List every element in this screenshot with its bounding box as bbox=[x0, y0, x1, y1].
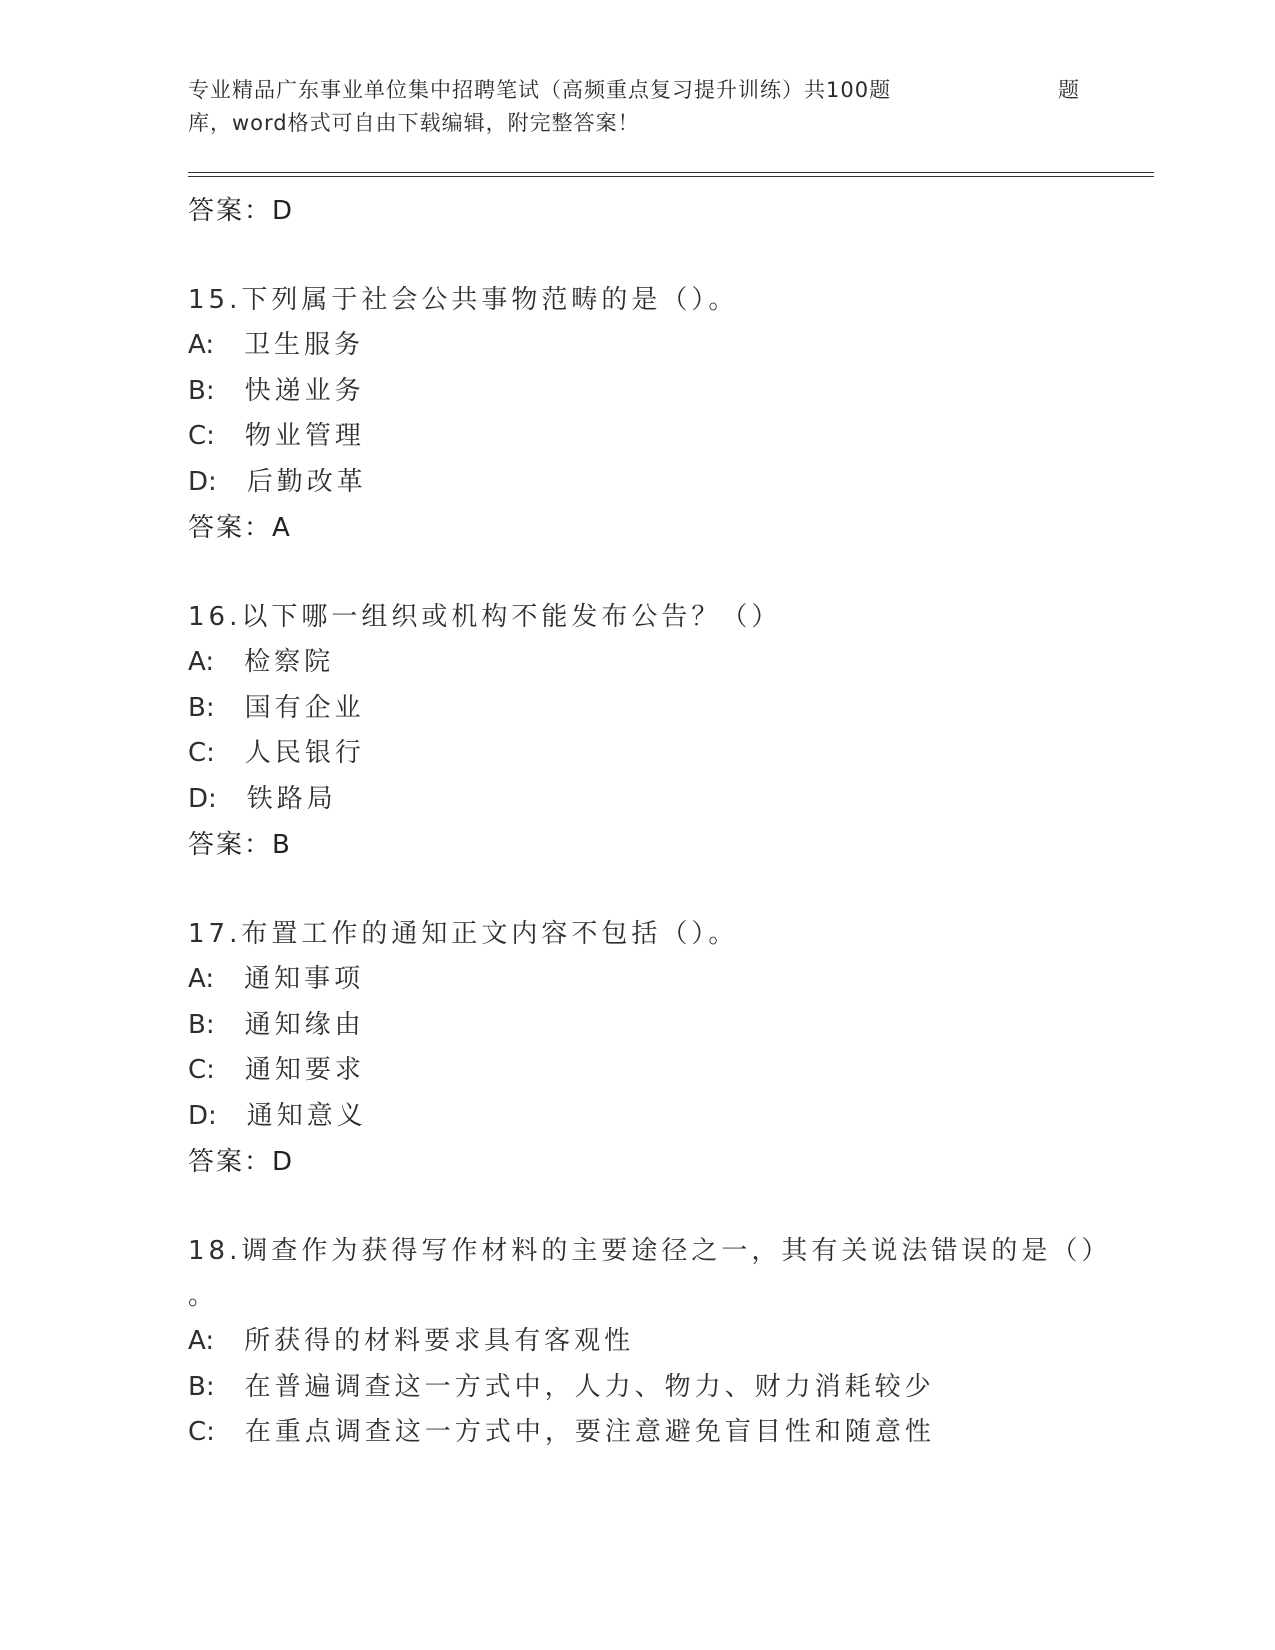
question-text: 16.以下哪一组织或机构不能发布公告？（） bbox=[188, 602, 782, 632]
header-line-2: 库，word格式可自由下载编辑，附完整答案！ bbox=[188, 111, 640, 135]
option-b: B: 国有企业 bbox=[188, 692, 365, 723]
question-block bbox=[188, 1229, 1112, 1456]
question-block bbox=[188, 595, 1088, 868]
option-a: A: 检察院 bbox=[188, 647, 335, 677]
header-title: 专业精品广东事业单位集中招聘笔试（高频重点复习提升训练）共100题 bbox=[188, 78, 892, 102]
header-title-trail: 题 bbox=[1058, 78, 1080, 102]
question-text: 17.布置工作的通知正文内容不包括（）。 bbox=[188, 919, 739, 949]
header-divider-bottom bbox=[188, 176, 1154, 177]
question-text: 15.下列属于社会公共事物范畴的是（）。 bbox=[188, 285, 739, 315]
question-block bbox=[188, 278, 1088, 551]
answer-line: 答案：A bbox=[188, 513, 292, 543]
option-d: D: 铁路局 bbox=[188, 783, 337, 814]
option-b: B: 通知缘由 bbox=[188, 1009, 365, 1040]
question-block bbox=[188, 912, 1088, 1185]
question-text: 18.调查作为获得写作材料的主要途径之一，其有关说法错误的是（） bbox=[188, 1236, 1112, 1266]
header-line-1 bbox=[188, 74, 1088, 107]
option-b: B: 快递业务 bbox=[188, 375, 365, 406]
option-a: A: 通知事项 bbox=[188, 964, 365, 994]
option-a: A: 所获得的材料要求具有客观性 bbox=[188, 1326, 635, 1356]
option-c: C: 物业管理 bbox=[188, 421, 365, 451]
question-list bbox=[188, 188, 1112, 1456]
option-c: C: 在重点调查这一方式中，要注意避免盲目性和随意性 bbox=[188, 1417, 935, 1447]
question-text-continuation: 。 bbox=[188, 1281, 215, 1311]
answer-line: 答案：D bbox=[188, 196, 295, 226]
answer-line: 答案：D bbox=[188, 1147, 295, 1177]
header-divider-top bbox=[188, 172, 1154, 173]
option-d: D: 通知意义 bbox=[188, 1100, 367, 1131]
answer-line: 答案：B bbox=[188, 830, 292, 860]
page-header bbox=[188, 74, 1088, 140]
option-c: C: 通知要求 bbox=[188, 1055, 365, 1085]
option-c: C: 人民银行 bbox=[188, 738, 365, 768]
option-a: A: 卫生服务 bbox=[188, 330, 365, 360]
option-b: B: 在普遍调查这一方式中，人力、物力、财力消耗较少 bbox=[188, 1371, 935, 1402]
option-d: D: 后勤改革 bbox=[188, 466, 367, 497]
